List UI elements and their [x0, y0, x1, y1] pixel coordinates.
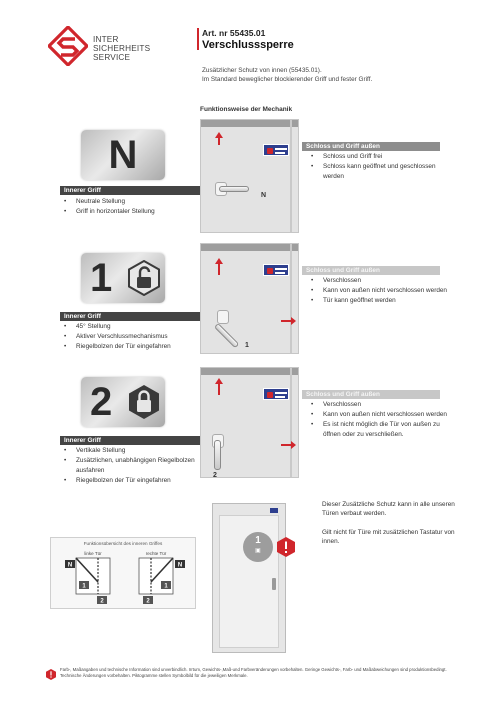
mark-2: 2 — [100, 598, 104, 605]
lock-badge-icon — [263, 388, 289, 400]
handle-mark: 2 — [213, 472, 217, 478]
door-frame — [201, 120, 298, 127]
list-item: • 45° Stellung — [60, 322, 200, 332]
lock-badge-icon — [263, 144, 289, 156]
inner-handle-list — [60, 446, 200, 486]
door-circle-label: 1 — [255, 535, 261, 546]
info-text — [322, 500, 462, 546]
title-accent-rule — [197, 28, 199, 50]
list-item: • Zusätzlichen, unabhängigen Riegelbolzen ausfahren — [60, 456, 200, 476]
vertical-handle-icon — [214, 440, 221, 470]
door-frame — [201, 368, 298, 375]
overview-title: Funktionsübersicht des inneren Griffes — [83, 541, 163, 546]
closed-padlock-icon — [127, 384, 161, 420]
door-jamb — [290, 120, 292, 232]
inner-handle-list — [60, 197, 200, 217]
inner-handle-list — [60, 322, 200, 352]
mark-n: N — [67, 562, 73, 569]
list-item: • Verschlossen — [307, 276, 447, 286]
diagonal-handle-icon — [214, 323, 239, 348]
list-item: • Kann von außen nicht verschlossen werden — [307, 410, 447, 420]
lock-badge-icon — [263, 264, 289, 276]
outer-lock-bar: Schloss und Griff außen — [302, 266, 440, 275]
horizontal-handle-icon — [219, 186, 249, 192]
info-line: Dieser Zusätzliche Schutz kann in alle unseren Türen verbaut werden. — [322, 501, 455, 518]
inner-handle-bar: Innerer Griff — [60, 186, 200, 195]
mechanism-title: Funktionsweise der Mechanik — [200, 106, 293, 113]
handle-mark: 1 — [245, 342, 249, 349]
info-line: Gilt nicht für Türe mit zusätzlichen Tastatur von innen. — [322, 528, 455, 545]
intro-text — [202, 66, 462, 85]
padlock-mini-icon: ▣ — [255, 548, 261, 554]
handle-mark: N — [261, 192, 267, 199]
up-arrow-stem — [218, 263, 220, 275]
company-name-line: INTER — [93, 35, 119, 44]
door-photo-2 — [200, 367, 299, 478]
right-door-schematic — [139, 558, 185, 605]
left-door-caption: linke Tür — [84, 551, 102, 556]
right-arrow-icon — [281, 320, 293, 322]
door-leaf — [219, 515, 279, 648]
list-item: • Aktiver Verschlussmechanismus — [60, 332, 200, 342]
tile-label: 2 — [90, 380, 113, 424]
list-item: • Verschlossen — [307, 400, 447, 410]
left-door-schematic — [65, 558, 110, 605]
full-door-photo — [212, 503, 286, 653]
outer-lock-list — [307, 276, 447, 306]
door-badge-icon — [270, 508, 278, 513]
door-position-sticker — [243, 532, 273, 562]
intro-line: Im Standard beweglicher blockierender Griff und fester Griff. — [202, 76, 373, 84]
position-tile-2 — [81, 377, 165, 427]
footer-disclaimer: Farb-, Maßangaben und technische Information sind unverbindlich. Irrtum, Gewichts-,Maß-und Farbveränderungen vorbehalten. Geringe Gewichts-, Farb- und Maßabweichungen sind produktionsbedingt. Technische Änderungen vorbehalten. Piktogramme stellen Symbolbild für die jeweiligen Merkmale. — [60, 667, 447, 678]
company-name — [93, 36, 150, 62]
list-item: • Es ist nicht möglich die Tür von außen zu öffnen oder zu verschließen. — [307, 420, 447, 440]
list-item: • Neutrale Stellung — [60, 197, 200, 207]
outer-lock-bar: Schloss und Griff außen — [302, 142, 440, 151]
overview-graphic — [51, 538, 197, 610]
handle-rosette — [217, 310, 229, 324]
door-photo-n — [200, 119, 299, 233]
article-number: Art. nr 55435.01 — [202, 28, 266, 38]
door-photo-1 — [200, 243, 299, 354]
list-item: • Vertikale Stellung — [60, 446, 200, 456]
outer-lock-list — [307, 400, 447, 440]
door-handle — [272, 578, 276, 590]
inner-handle-bar: Innerer Griff — [60, 436, 200, 445]
inner-handle-bar: Innerer Griff — [60, 312, 200, 321]
right-arrow-icon — [281, 444, 293, 446]
up-arrow-stem — [218, 383, 220, 395]
outer-lock-bar: Schloss und Griff außen — [302, 390, 440, 399]
company-name-line: SICHERHEITS — [93, 43, 151, 53]
position-tile-1 — [81, 253, 165, 303]
list-item: • Kann von außen nicht verschlossen werden — [307, 286, 447, 296]
outer-lock-list — [307, 152, 447, 182]
list-item: • Griff in horizontaler Stellung — [60, 207, 200, 217]
footer-warning-icon — [46, 669, 56, 680]
handle-overview-diagram — [50, 537, 196, 609]
list-item: • Riegelbolzen der Tür eingefahren — [60, 476, 200, 486]
intro-line: Zusätzlicher Schutz von innen (55435.01). — [202, 67, 322, 74]
list-item: • Riegelbolzen der Tür eingefahren — [60, 342, 200, 352]
list-item: • Tür kann geöffnet werden — [307, 296, 447, 306]
mark-n: N — [177, 562, 183, 569]
position-tile-n — [81, 130, 165, 180]
page-title: Verschlusssperre — [202, 39, 294, 51]
door-frame — [201, 244, 298, 251]
mark-1: 1 — [164, 583, 168, 590]
list-item: • Schloss und Griff frei — [307, 152, 447, 162]
mark-1: 1 — [82, 583, 86, 590]
open-padlock-icon — [127, 260, 161, 296]
warning-icon — [277, 537, 295, 557]
tile-label: 1 — [90, 256, 113, 300]
company-name-line: SERVICE — [93, 52, 131, 62]
door-jamb — [290, 244, 292, 353]
door-jamb — [290, 368, 292, 477]
tile-label: N — [108, 133, 138, 177]
mark-2: 2 — [146, 598, 150, 605]
company-logo — [48, 26, 88, 66]
list-item: • Schloss kann geöffnet und geschlossen werden — [307, 162, 447, 182]
up-arrow-stem — [218, 137, 220, 145]
right-door-caption: rechte Tür — [145, 551, 167, 556]
